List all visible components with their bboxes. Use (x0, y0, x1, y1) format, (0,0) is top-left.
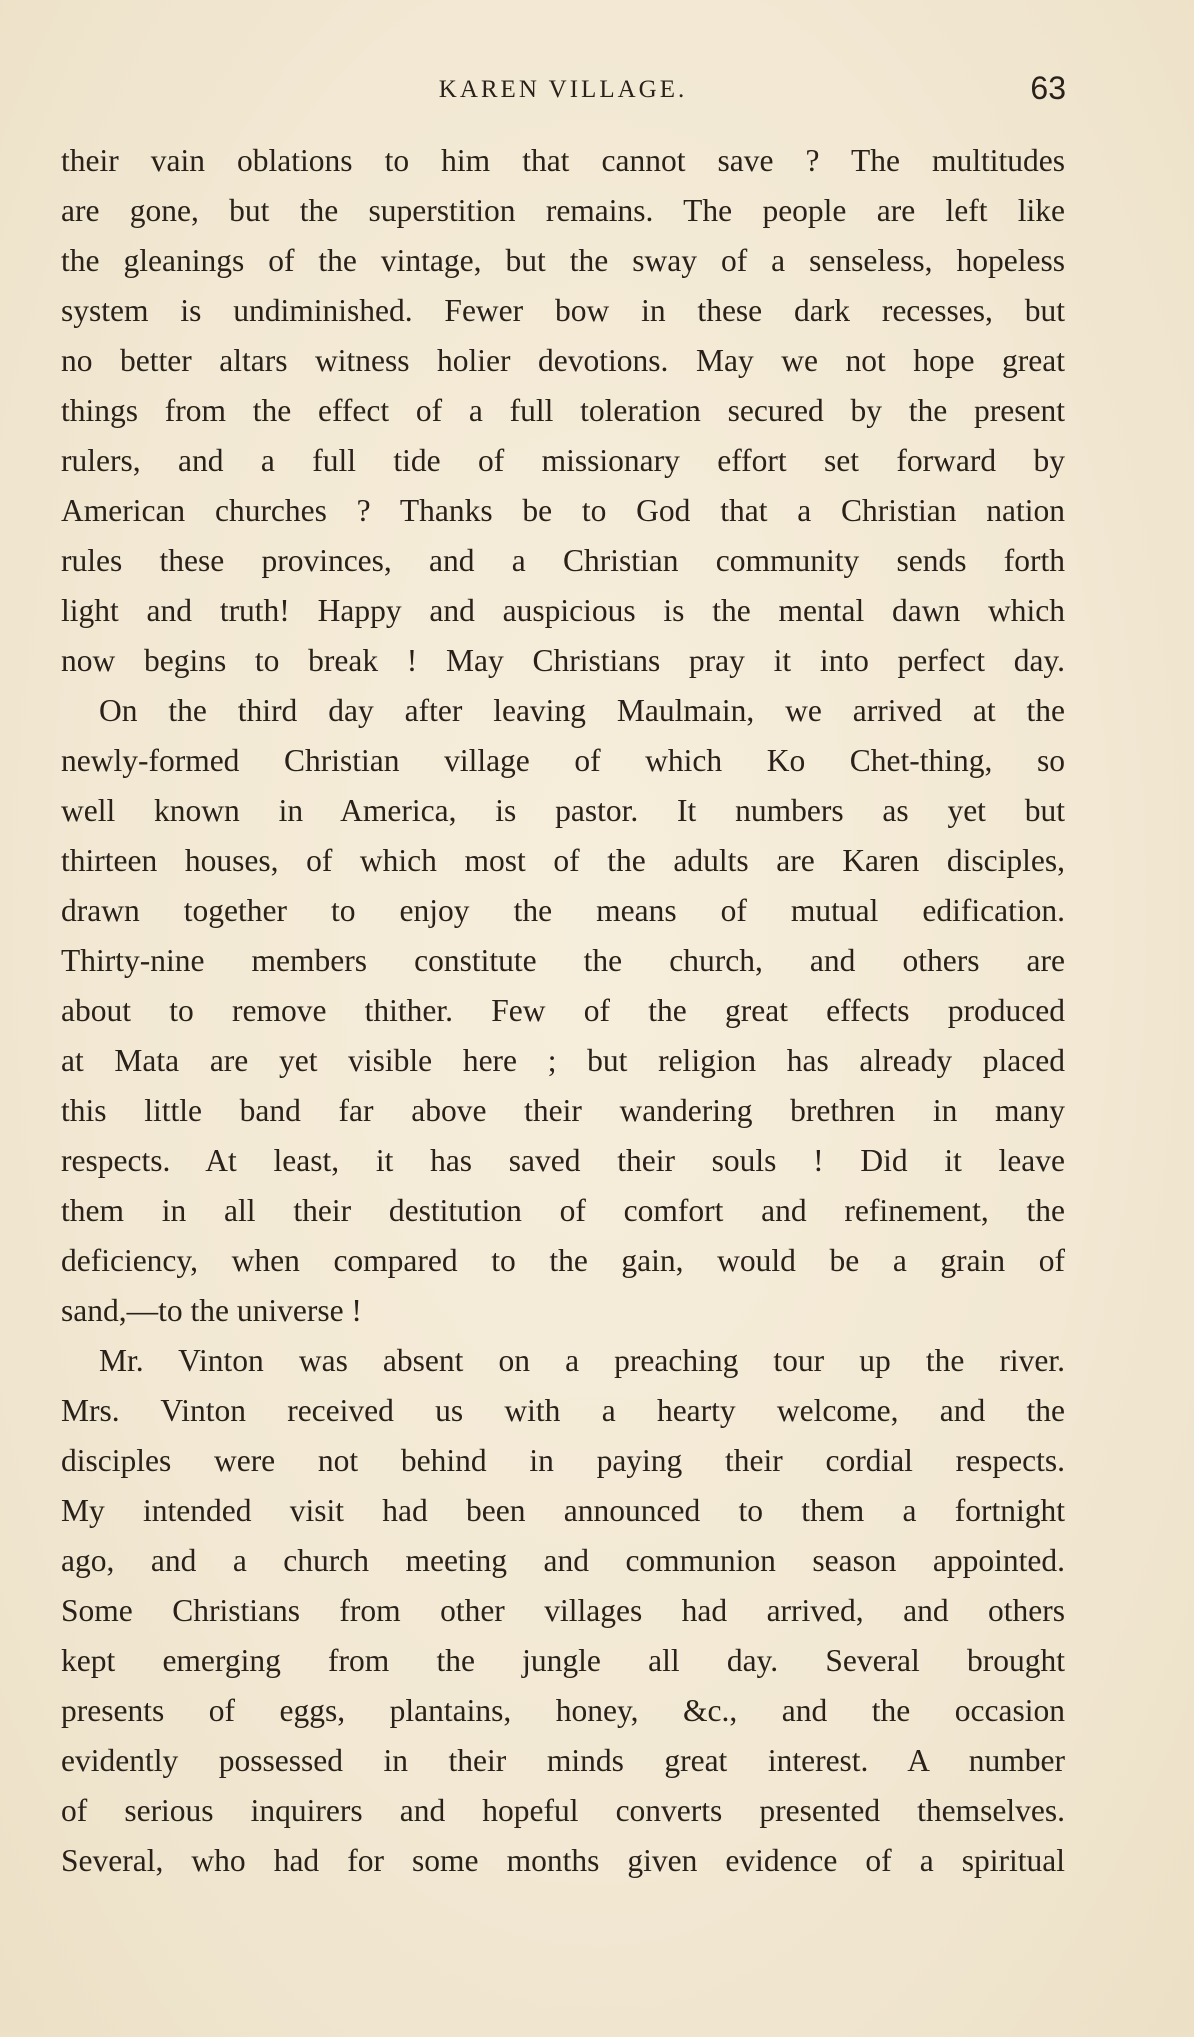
text-line: On the third day after leaving Maulmain, we arrived at the (99, 693, 1065, 728)
page-number: 63 (1030, 70, 1066, 106)
text-line: their vain oblations to him that cannot save ? The multitudes (61, 143, 1065, 178)
text-line: no better altars witness holier devotions. May we not hope great (61, 343, 1065, 378)
text-line: disciples were not behind in paying their cordial respects. (61, 1443, 1065, 1478)
text-line: of serious inquirers and hopeful converts presented themselves. (61, 1793, 1065, 1828)
text-line: Mrs. Vinton received us with a hearty welcome, and the (61, 1393, 1065, 1428)
text-line: Mr. Vinton was absent on a preaching tour up the river. (99, 1343, 1065, 1378)
text-line: are gone, but the superstition remains. The people are left like (61, 193, 1065, 228)
text-line: things from the effect of a full toleration secured by the present (61, 393, 1065, 428)
text-line: drawn together to enjoy the means of mutual edification. (61, 893, 1065, 928)
text-line: at Mata are yet visible here ; but religion has already placed (61, 1043, 1065, 1078)
text-line: Several, who had for some months given evidence of a spiritual (61, 1843, 1065, 1878)
text-line: system is undiminished. Fewer bow in these dark recesses, but (61, 293, 1065, 328)
text-line: respects. At least, it has saved their souls ! Did it leave (61, 1143, 1065, 1178)
text-line: rules these provinces, and a Christian community sends forth (61, 543, 1065, 578)
text-line: this little band far above their wandering brethren in many (61, 1093, 1065, 1128)
text-line: presents of eggs, plantains, honey, &c., and the occasion (61, 1693, 1065, 1728)
running-head: KAREN VILLAGE. (438, 76, 688, 103)
text-line: about to remove thither. Few of the great effects produced (61, 993, 1065, 1028)
text-line: American churches ? Thanks be to God that a Christian nation (61, 493, 1065, 528)
text-line: sand,—to the universe ! (61, 1293, 362, 1328)
text-line: them in all their destitution of comfort and refinement, the (61, 1193, 1065, 1228)
text-line: light and truth! Happy and auspicious is the mental dawn which (61, 593, 1065, 628)
text-line: My intended visit had been announced to them a fortnight (61, 1493, 1065, 1528)
text-line: now begins to break ! May Christians pray it into perfect day. (61, 643, 1065, 678)
text-line: Some Christians from other villages had arrived, and others (61, 1593, 1065, 1628)
text-line: thirteen houses, of which most of the adults are Karen disciples, (61, 843, 1065, 878)
text-line: deficiency, when compared to the gain, would be a grain of (61, 1243, 1065, 1278)
text-line: kept emerging from the jungle all day. Several brought (61, 1643, 1065, 1678)
text-line: the gleanings of the vintage, but the sway of a senseless, hopeless (61, 243, 1065, 278)
text-line: well known in America, is pastor. It numbers as yet but (61, 793, 1065, 828)
text-line: Thirty-nine members constitute the church, and others are (61, 943, 1065, 978)
page-header (60, 70, 1066, 110)
text-line: newly-formed Christian village of which Ko Chet-thing, so (61, 743, 1065, 778)
text-line: rulers, and a full tide of missionary effort set forward by (61, 443, 1065, 478)
text-line: ago, and a church meeting and communion season appointed. (61, 1543, 1065, 1578)
body-text (61, 136, 1065, 1886)
text-line: evidently possessed in their minds great interest. A number (61, 1743, 1065, 1778)
